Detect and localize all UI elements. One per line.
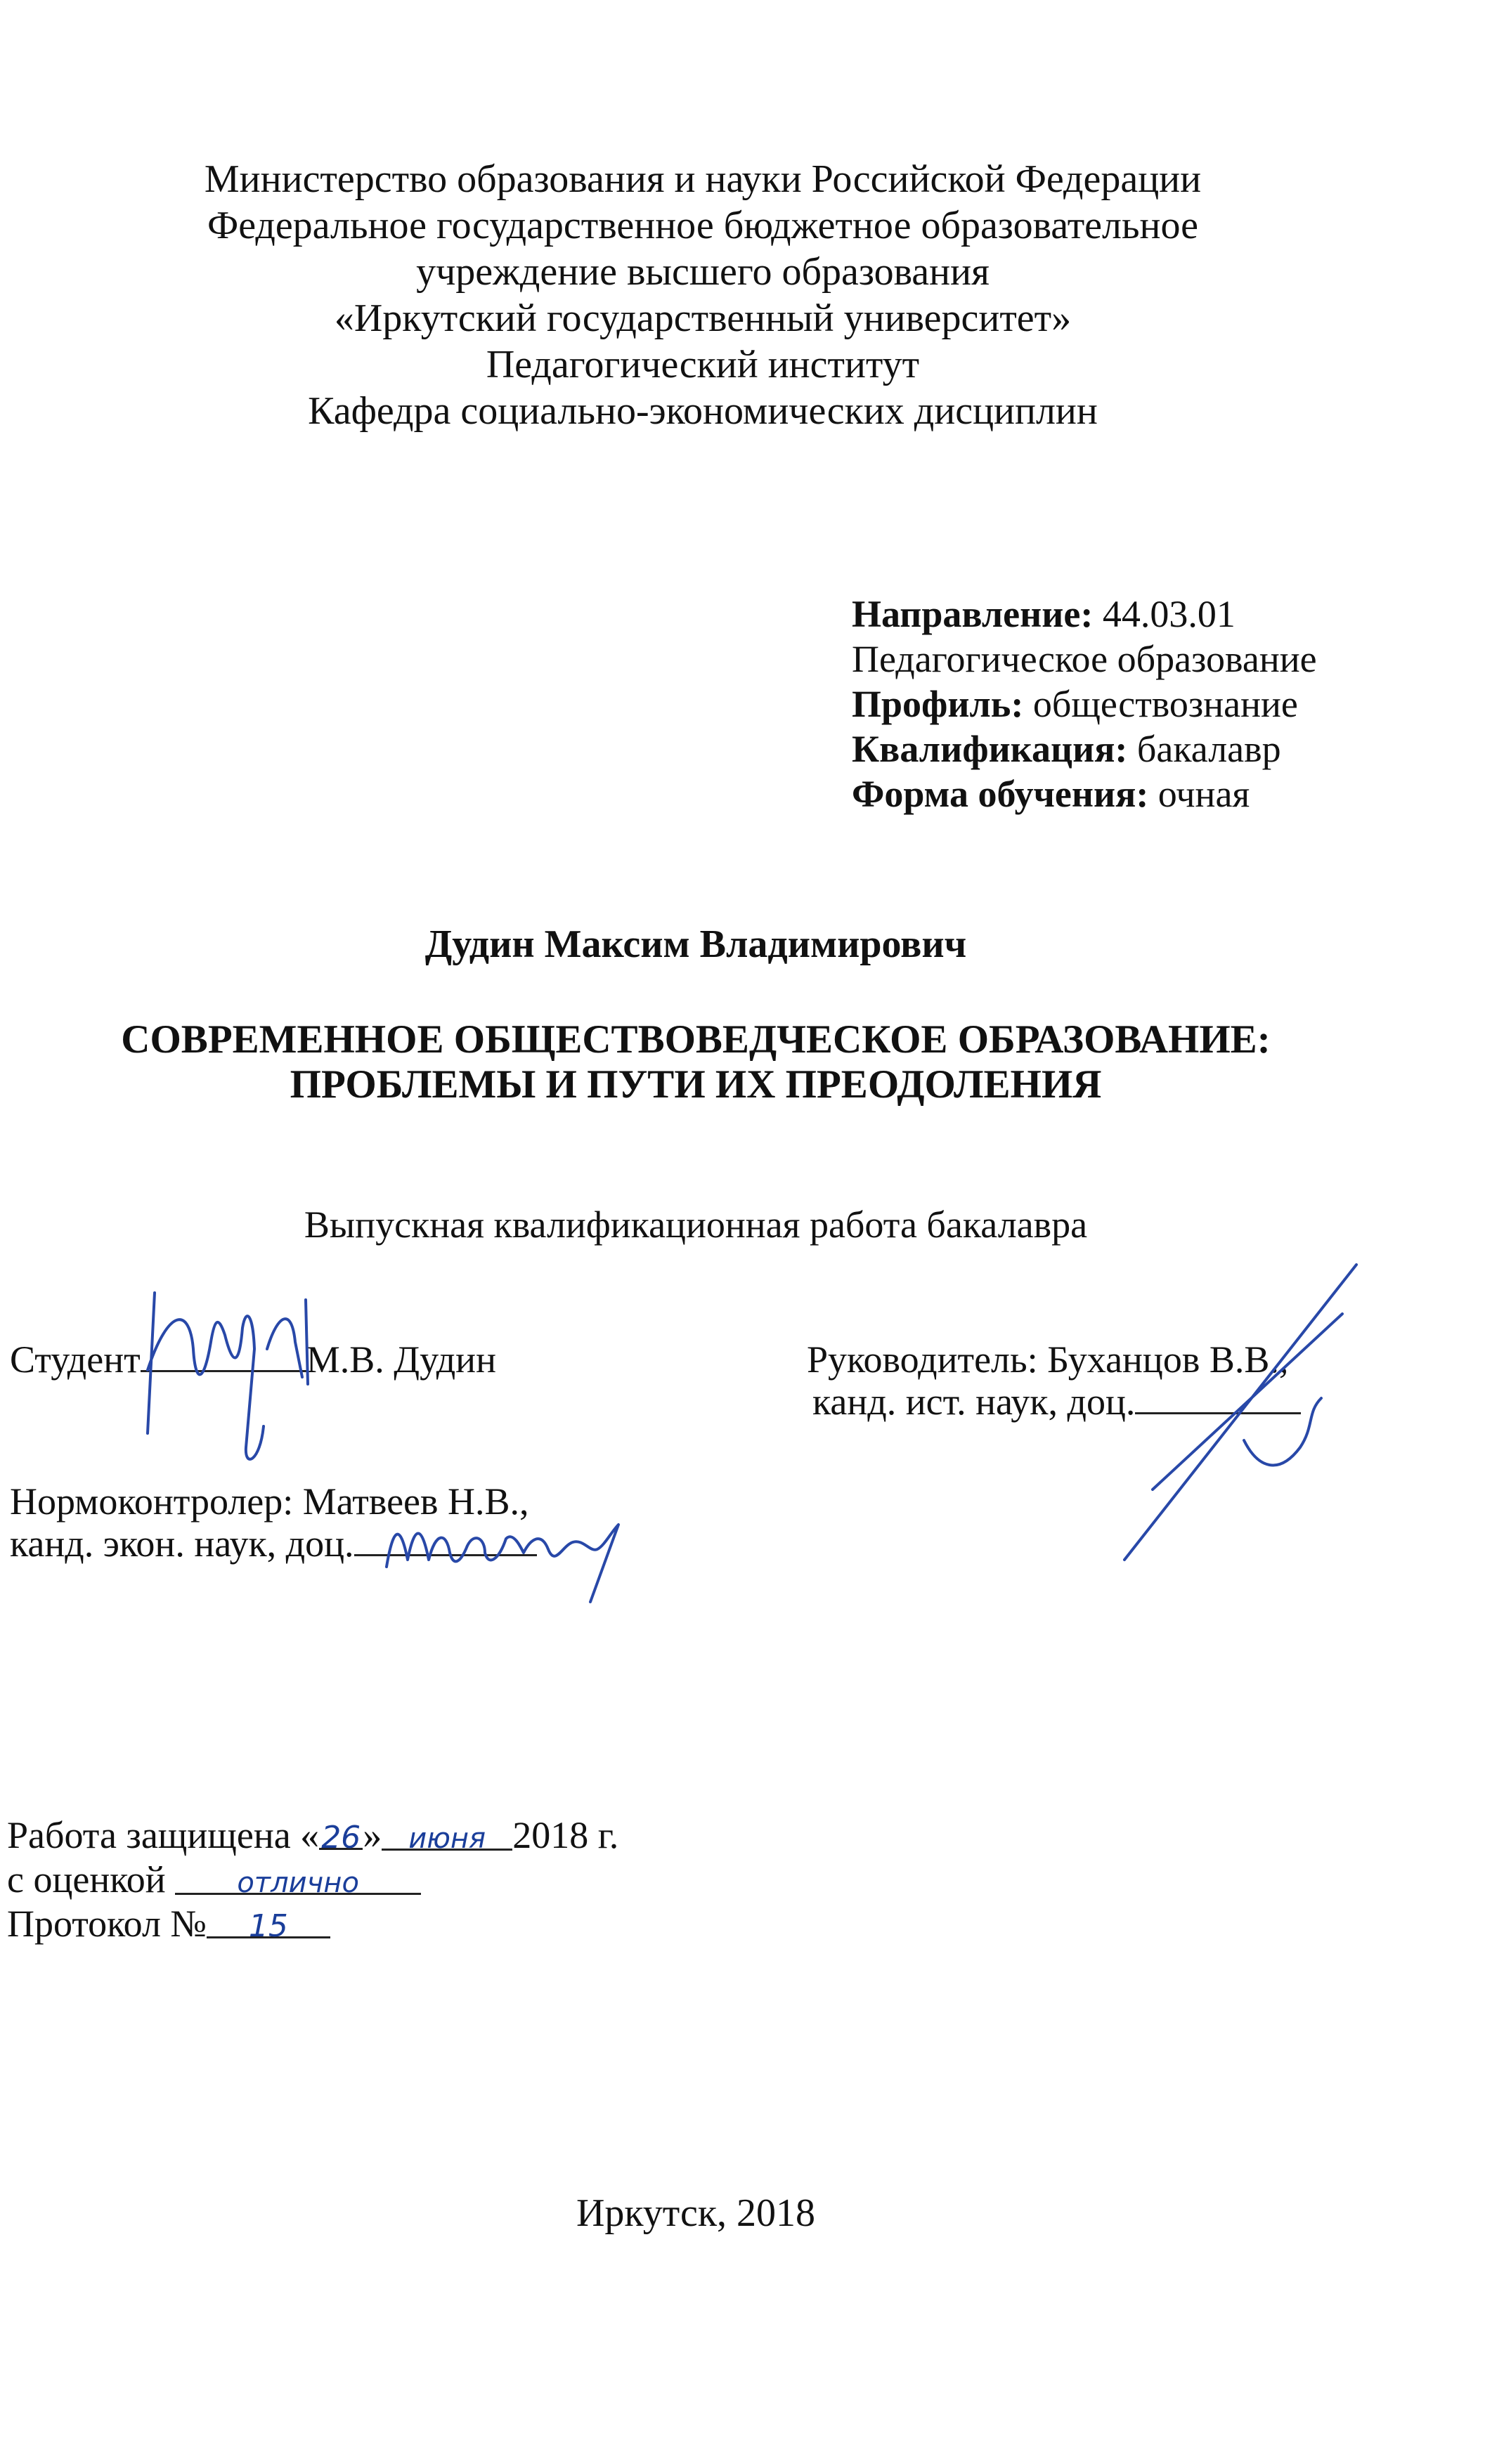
- defense-quote-close: »: [363, 1814, 382, 1856]
- work-type: Выпускная квалификационная работа бакалавра: [304, 1204, 1088, 1246]
- study-form-row: [852, 771, 1317, 816]
- protocol-label: Протокол №: [7, 1903, 207, 1945]
- direction-row: [852, 592, 1317, 637]
- supervisor-signature: [1110, 1258, 1363, 1567]
- grade-row: [7, 1858, 421, 1901]
- protocol-number: 15: [207, 1905, 330, 1938]
- institute-name: Педагогический институт: [486, 343, 920, 386]
- qualification-label: Квалификация:: [852, 728, 1128, 770]
- direction-name: Педагогическое образование: [852, 638, 1317, 680]
- defense-month: июня: [382, 1818, 512, 1851]
- qualification-row: [852, 726, 1317, 771]
- education-level-line: учреждение высшего образования: [416, 250, 990, 294]
- institution-header: [0, 156, 1406, 434]
- norm-controller-signature: [380, 1511, 633, 1609]
- city-year: Иркутск, 2018: [576, 2191, 816, 2235]
- student-label: Студент: [10, 1338, 141, 1381]
- profile-value: обществознание: [1032, 683, 1298, 725]
- thesis-title-line-1: СОВРЕМЕННОЕ ОБЩЕСТВОВЕДЧЕСКОЕ ОБРАЗОВАНИЕ:: [121, 1017, 1271, 1062]
- university-name: «Иркутский государственный университет»: [334, 296, 1072, 340]
- institution-type-line: Федеральное государственное бюджетное образовательное: [207, 204, 1199, 247]
- author-name: Дудин Максим Владимирович: [424, 923, 967, 966]
- defense-year: 2018 г.: [512, 1814, 619, 1856]
- norm-controller-name: Нормоконтролер: Матвеев Н.В.,: [10, 1480, 529, 1523]
- norm-controller-degree: канд. экон. наук, доц.: [10, 1523, 354, 1565]
- direction-label: Направление:: [852, 593, 1094, 635]
- student-signature: [127, 1265, 337, 1475]
- supervisor-degree: канд. ист. наук, доц.: [812, 1381, 1136, 1423]
- defense-day: 26: [319, 1817, 363, 1850]
- qualification-value: бакалавр: [1136, 728, 1281, 770]
- ministry-line: Министерство образования и науки Российской Федерации: [204, 157, 1202, 201]
- defense-prefix: Работа защищена «: [7, 1814, 320, 1856]
- defense-date-row: [7, 1814, 618, 1856]
- direction-value: 44.03.01: [1102, 593, 1236, 635]
- thesis-title-line-2: ПРОБЛЕМЫ И ПУТИ ИХ ПРЕОДОЛЕНИЯ: [290, 1062, 1102, 1107]
- department-name: Кафедра социально-экономических дисциплин: [308, 389, 1098, 433]
- profile-row: [852, 682, 1317, 726]
- grade-value: отлично: [175, 1862, 421, 1895]
- study-form-label: Форма обучения:: [852, 773, 1149, 815]
- program-info: [852, 592, 1317, 816]
- profile-label: Профиль:: [852, 683, 1024, 725]
- supervisor-name: Руководитель: Буханцов В.В.,: [807, 1338, 1289, 1381]
- thesis-title: [0, 1017, 1392, 1107]
- study-form-value: очная: [1157, 773, 1250, 815]
- grade-label: с оценкой: [7, 1858, 166, 1901]
- protocol-row: [7, 1903, 330, 1945]
- student-name: М.В. Дудин: [306, 1338, 496, 1381]
